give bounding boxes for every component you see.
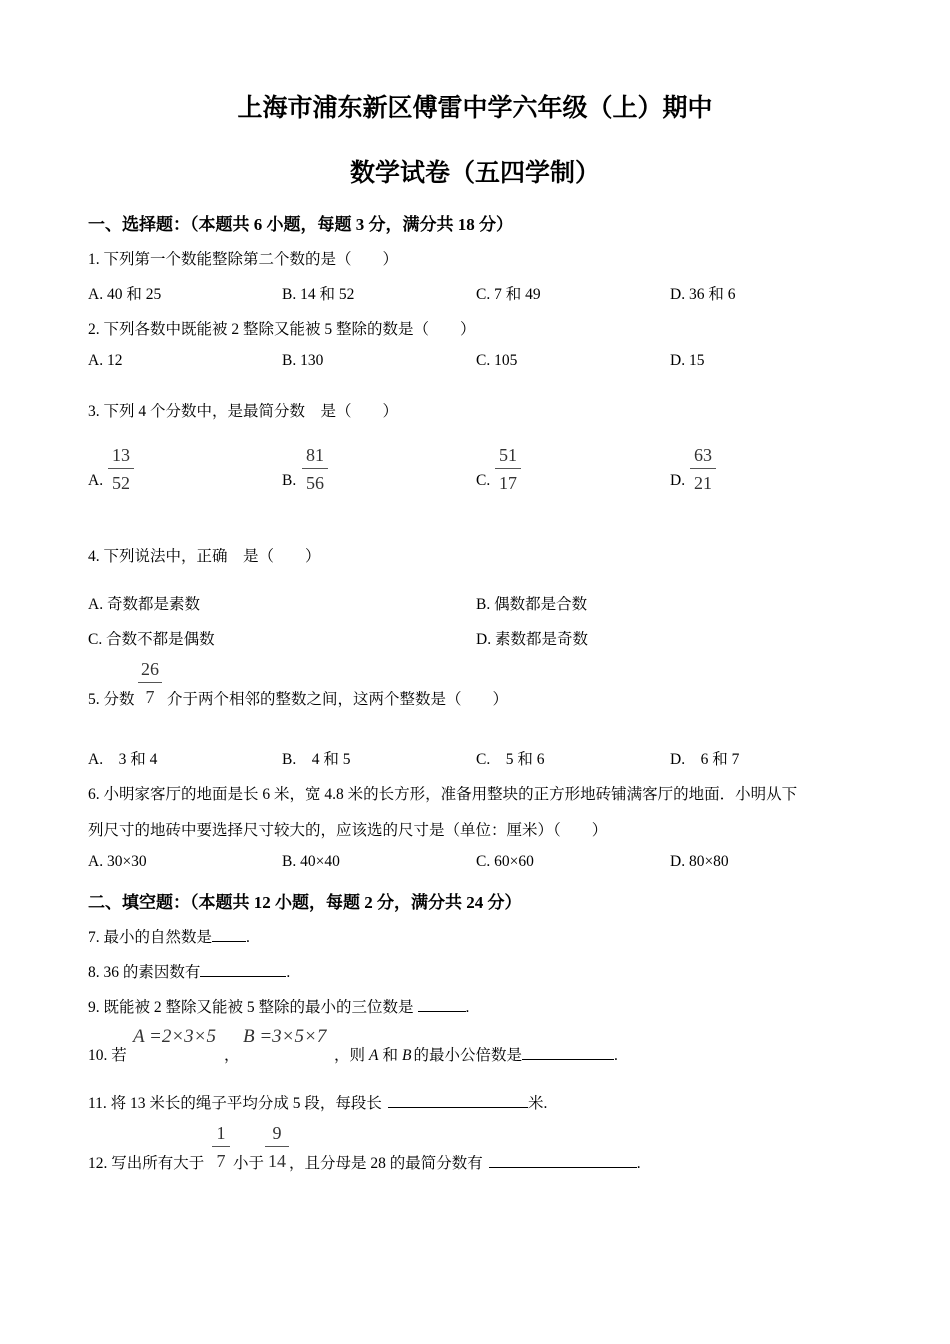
q4-option-c: C. 合数不都是偶数 [88,631,215,648]
section-2-heading: 二、填空题：（本题共 12 小题，每题 2 分，满分共 24 分） [88,893,522,912]
fraction-denominator: 17 [499,473,517,493]
fraction-denominator: 52 [112,473,130,493]
q6-option-b: B. 40×40 [282,853,340,870]
fraction-bar [108,468,134,469]
fraction-numerator: 1 [216,1123,226,1143]
q8 [88,960,290,982]
q1-option-b: B. 14 和 52 [282,286,355,303]
q10-comma: ， [224,1047,240,1064]
fraction-numerator: 26 [141,659,159,679]
q12-answer-blank[interactable] [489,1153,637,1168]
q10-expression-b: B =3×5×7 [243,1026,327,1047]
fraction-numerator: 9 [272,1123,282,1143]
q12-fraction-1 [212,1122,230,1172]
fraction-numerator: 63 [694,445,712,465]
q4-option-b: B. 偶数都是合数 [476,596,588,613]
q7-end: . [246,929,250,946]
fraction-numerator: 13 [112,445,130,465]
q12-rest [289,1151,641,1173]
q9 [88,995,469,1017]
q6-option-c: C. 60×60 [476,853,534,870]
q8-text: 8. 36 的素因数有 [88,964,201,981]
q3-option-c-label: C. [476,472,491,489]
q12-mid: 小于 [233,1155,265,1172]
q1-option-a: A. 40 和 25 [88,286,162,303]
q6-option-d: D. 80×80 [670,853,729,870]
fraction-denominator: 7 [145,687,155,707]
q10-end: . [613,1047,618,1064]
section-1-heading: 一、选择题：（本题共 6 小题，每题 3 分，满分共 18 分） [88,215,513,234]
fraction-bar [495,468,521,469]
q10-text-and: 和 [382,1047,398,1064]
q3-option-d-label: D. [670,472,686,489]
q4-option-a: A. 奇数都是素数 [88,596,200,613]
title-line-2: 数学试卷（五四学制） [349,160,600,187]
q2-stem: 2. 下列各数中既能被 2 整除又能被 5 整除的数是（ ） [88,321,476,338]
q3-option-c-fraction [495,444,521,494]
q2-option-b: B. 130 [282,352,324,369]
q11-text: 11. 将 13 米长的绳子平均分成 5 段，每段长 [88,1095,382,1112]
q9-answer-blank[interactable] [418,997,466,1012]
q6-stem-line-1: 6. 小明家客厅的地面是长 6 米，宽 4.8 米的长方形，准备用整块的正方形地砖铺满客厅的地面．小明从下 [88,786,798,803]
q10-expression-a: A =2×3×5 [133,1026,216,1047]
q10-text-then: ，则 [334,1047,366,1064]
fraction-bar [138,682,162,683]
fraction-denominator: 7 [216,1151,226,1171]
q10-var-b: B [402,1047,412,1064]
fraction-denominator: 14 [268,1151,286,1171]
q6-option-a: A. 30×30 [88,853,147,870]
q3-option-b-label: B. [282,472,297,489]
q3-option-a-label: A. [88,472,104,489]
fraction-bar [690,468,716,469]
q5-option-b: B. 4 和 5 [282,751,351,768]
fraction-denominator: 56 [306,473,324,493]
q11-end: 米. [527,1095,548,1112]
q2-option-a: A. 12 [88,352,123,369]
q7-text: 7. 最小的自然数是 [88,929,213,946]
q8-answer-blank[interactable] [200,962,286,977]
q5-prefix: 5. 分数 [88,691,135,708]
q10-prefix: 10. 若 [88,1047,127,1064]
q10-var-a: A [369,1047,379,1064]
q3-option-d-fraction [690,444,716,494]
q2-option-d: D. 15 [670,352,705,369]
fraction-numerator: 81 [306,445,324,465]
q12-end: . [636,1155,641,1172]
q6-stem-line-2: 列尺寸的地砖中要选择尺寸较大的，应该选的尺寸是（单位：厘米）（ ） [88,822,608,839]
q10-text-lcm: 的最小公倍数是 [413,1047,522,1064]
q3-stem: 3. 下列 4 个分数中，是最简分数 是（ ） [88,403,399,420]
q12-fraction-2 [265,1122,289,1172]
q7-answer-blank[interactable] [212,927,246,942]
fraction-numerator: 51 [499,445,517,465]
q12-prefix: 12. 写出所有大于 [88,1155,205,1172]
q11-answer-blank[interactable] [388,1093,528,1108]
q5-option-d: D. 6 和 7 [670,751,740,768]
q4-option-d: D. 素数都是奇数 [476,631,588,648]
q9-text: 9. 既能被 2 整除又能被 5 整除的最小的三位数是 [88,999,414,1016]
q5-suffix: 介于两个相邻的整数之间，这两个整数是（ ） [167,691,509,708]
q9-end: . [465,999,470,1016]
q1-stem: 1. 下列第一个数能整除第二个数的是（ ） [88,251,399,268]
q3-option-b-fraction [302,444,328,494]
title-line-1: 上海市浦东新区傅雷中学六年级（上）期中 [237,95,713,122]
q10-rest [334,1043,618,1065]
q10-answer-blank[interactable] [522,1045,614,1060]
fraction-bar [302,468,328,469]
q8-end: . [286,964,291,981]
fraction-denominator: 21 [694,473,712,493]
fraction-bar [212,1146,230,1147]
q1-option-c: C. 7 和 49 [476,286,541,303]
q4-stem: 4. 下列说法中，正确 是（ ） [88,548,321,565]
q5-option-a: A. 3 和 4 [88,751,158,768]
q5-option-c: C. 5 和 6 [476,751,545,768]
q7 [88,925,250,947]
q12-suffix: ，且分母是 28 的最简分数有 [289,1155,483,1172]
q2-option-c: C. 105 [476,352,518,369]
q5-fraction [138,658,162,708]
q1-option-d: D. 36 和 6 [670,286,736,303]
fraction-bar [265,1146,289,1147]
q11 [88,1091,547,1113]
q3-option-a-fraction [108,444,134,494]
